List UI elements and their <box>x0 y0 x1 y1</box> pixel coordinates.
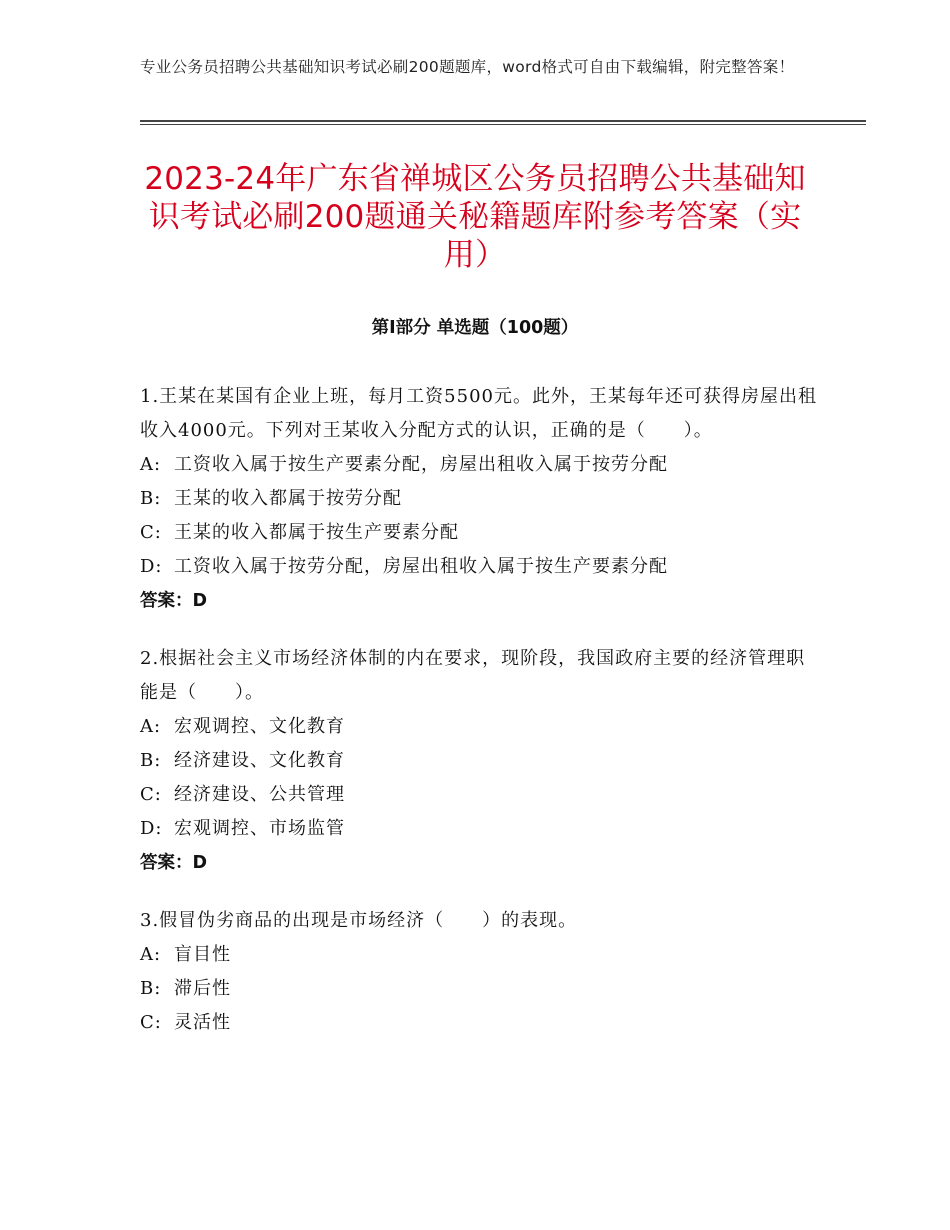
option-letter: D: <box>140 556 163 577</box>
header-divider-thin <box>140 124 866 125</box>
answer-label: 答案：D <box>140 591 208 611</box>
option-letter: C: <box>140 522 162 543</box>
question-2 <box>140 642 820 880</box>
header-divider <box>140 120 866 122</box>
option-text: 经济建设、公共管理 <box>174 784 345 805</box>
question-list <box>140 380 820 1064</box>
header-note: 专业公务员招聘公共基础知识考试必刷200题题库，word格式可自由下载编辑，附完整答案！ <box>140 58 795 76</box>
option-c <box>140 778 820 812</box>
option-text: 宏观调控、市场监管 <box>174 818 345 839</box>
document-title: 2023-24年广东省禅城区公务员招聘公共基础知识考试必刷200题通关秘籍题库附参考答案（实用） <box>144 161 806 273</box>
option-d <box>140 550 820 584</box>
option-c <box>140 1006 820 1040</box>
option-c <box>140 516 820 550</box>
option-text: 工资收入属于按生产要素分配，房屋出租收入属于按劳分配 <box>174 454 668 475</box>
option-letter: A: <box>140 944 162 965</box>
option-letter: A: <box>140 716 162 737</box>
option-b <box>140 972 820 1006</box>
section-title: 第Ⅰ部分 单选题（100题） <box>371 318 579 338</box>
option-a <box>140 710 820 744</box>
option-letter: C: <box>140 784 162 805</box>
option-text: 盲目性 <box>174 944 231 965</box>
question-1 <box>140 380 820 618</box>
option-a <box>140 938 820 972</box>
option-b <box>140 744 820 778</box>
answer-label: 答案：D <box>140 853 208 873</box>
option-letter: A: <box>140 454 162 475</box>
option-text: 王某的收入都属于按劳分配 <box>174 488 402 509</box>
option-text: 滞后性 <box>174 978 231 999</box>
option-d <box>140 812 820 846</box>
option-text: 工资收入属于按劳分配，房屋出租收入属于按生产要素分配 <box>174 556 668 577</box>
option-letter: B: <box>140 750 162 771</box>
option-text: 王某的收入都属于按生产要素分配 <box>174 522 459 543</box>
question-3 <box>140 904 820 1040</box>
option-letter: C: <box>140 1012 162 1033</box>
option-b <box>140 482 820 516</box>
question-stem: 2.根据社会主义市场经济体制的内在要求，现阶段，我国政府主要的经济管理职能是（ ）。 <box>140 648 806 703</box>
option-text: 经济建设、文化教育 <box>174 750 345 771</box>
question-stem: 3.假冒伪劣商品的出现是市场经济（ ）的表现。 <box>140 910 578 931</box>
question-stem: 1.王某在某国有企业上班，每月工资5500元。此外，王某每年还可获得房屋出租收入4000元。下列对王某收入分配方式的认识，正确的是（ ）。 <box>140 386 817 441</box>
option-text: 宏观调控、文化教育 <box>174 716 345 737</box>
option-letter: D: <box>140 818 163 839</box>
option-letter: B: <box>140 978 162 999</box>
option-letter: B: <box>140 488 162 509</box>
option-a <box>140 448 820 482</box>
option-text: 灵活性 <box>174 1012 231 1033</box>
